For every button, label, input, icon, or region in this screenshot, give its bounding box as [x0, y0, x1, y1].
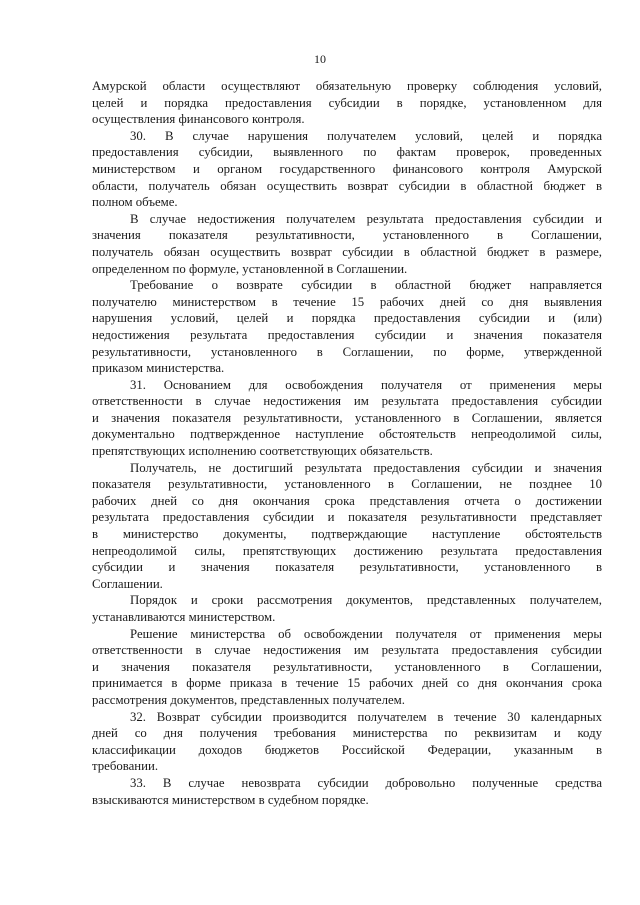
text-line: министерством и органом государственного финансового контроля Амурской [92, 161, 602, 176]
text-line: осуществления финансового контроля. [92, 112, 305, 127]
paragraph [92, 277, 602, 377]
text-line: 31. Основанием для освобождения получателя от применения меры [130, 377, 602, 392]
text-line: результативности, установленного в Соглашении, по форме, утвержденной [92, 344, 602, 359]
text-line: дней со дня получения требования министерства по реквизитам и коду [92, 726, 602, 741]
text-line: ответственности в случае недостижения им результата предоставления субсидии [92, 394, 602, 409]
text-line: Соглашении. [92, 576, 163, 591]
text-line: взыскиваются министерством в судебном порядке. [92, 792, 369, 807]
text-line: субсидии и значения показателя результативности, установленного в [92, 560, 602, 575]
paragraph [92, 377, 602, 460]
text-line: требовании. [92, 759, 159, 774]
paragraph [92, 592, 602, 625]
text-line: принимается в форме приказа в течение 15 рабочих дней со дня окончания срока [92, 676, 602, 691]
text-line: и значения показателя результативности, установленного в Соглашении, [92, 659, 602, 674]
text-line: определенном по формуле, установленной в Соглашении. [92, 261, 408, 276]
text-line: нарушения условий, целей и порядка предоставления субсидии и (или) [92, 311, 602, 326]
document-body [92, 78, 602, 808]
paragraph [92, 211, 602, 277]
text-line: устанавливаются министерством. [92, 610, 276, 624]
text-line: 32. Возврат субсидии производится получателем в течение 30 календарных [130, 709, 602, 724]
text-line: Получатель, не достигший результата предоставления субсидии и значения [130, 460, 602, 475]
text-line: области, получатель обязан осуществить возврат субсидии в областной бюджет в [92, 178, 602, 193]
text-line: результата предоставления субсидии и показателя результативности представляет [92, 510, 602, 525]
text-line: Решение министерства об освобождении получателя от применения меры [130, 626, 602, 641]
paragraph [92, 709, 602, 775]
text-line: рабочих дней со дня окончания срока представления отчета о достижении [92, 493, 602, 508]
text-line: документально подтвержденное наступление обстоятельств непреодолимой силы, [92, 427, 602, 442]
paragraph [92, 128, 602, 211]
text-line: значения показателя результативности, установленного в Соглашении, [92, 228, 602, 243]
text-line: недостижения результата предоставления субсидии и значения показателя [92, 327, 602, 342]
text-line: непреодолимой силы, препятствующих достижению результата предоставления [92, 543, 602, 558]
text-line: классификации доходов бюджетов Российской Федерации, указанным в [92, 742, 602, 757]
text-line: приказом министерства. [92, 361, 225, 376]
text-line: полном объеме. [92, 195, 178, 210]
text-line: рассмотрения документов, представленных получателем. [92, 692, 405, 707]
paragraph [92, 626, 602, 709]
text-line: Порядок и сроки рассмотрения документов, представленных получателем, [130, 593, 602, 608]
text-line: Амурской области осуществляют обязательную проверку соблюдения условий, [92, 79, 602, 93]
text-line: 30. В случае нарушения получателем условий, целей и порядка [130, 128, 602, 143]
paragraph [92, 78, 602, 128]
text-line: в министерство документы, подтверждающие наступление обстоятельств [92, 527, 602, 542]
text-line: предоставления субсидии, выявленного по фактам проверок, проведенных [92, 145, 602, 160]
text-line: Требование о возврате субсидии в областной бюджет направляется [130, 278, 602, 293]
page-number: 10 [314, 52, 326, 66]
text-line: 33. В случае невозврата субсидии добровольно полученные средства [130, 775, 602, 790]
text-line: показателя результативности, установленного в Соглашении, не позднее 10 [92, 477, 602, 492]
text-line: препятствующих исполнению соответствующих обязательств. [92, 444, 433, 459]
text-line: получатель обязан осуществить возврат субсидии в областной бюджет в размере, [92, 244, 602, 259]
text-line: ответственности в случае недостижения им результата предоставления субсидии [92, 643, 602, 658]
text-line: и значения показателя результативности, установленного в Соглашении, является [92, 410, 602, 425]
text-line: получателю министерством в течение 15 рабочих дней со дня выявления [92, 294, 602, 309]
paragraph [92, 460, 602, 593]
text-line: целей и порядка предоставления субсидии в порядке, установленном для [92, 95, 602, 110]
paragraph [92, 775, 602, 808]
text-line: В случае недостижения получателем результата предоставления субсидии и [130, 211, 602, 226]
